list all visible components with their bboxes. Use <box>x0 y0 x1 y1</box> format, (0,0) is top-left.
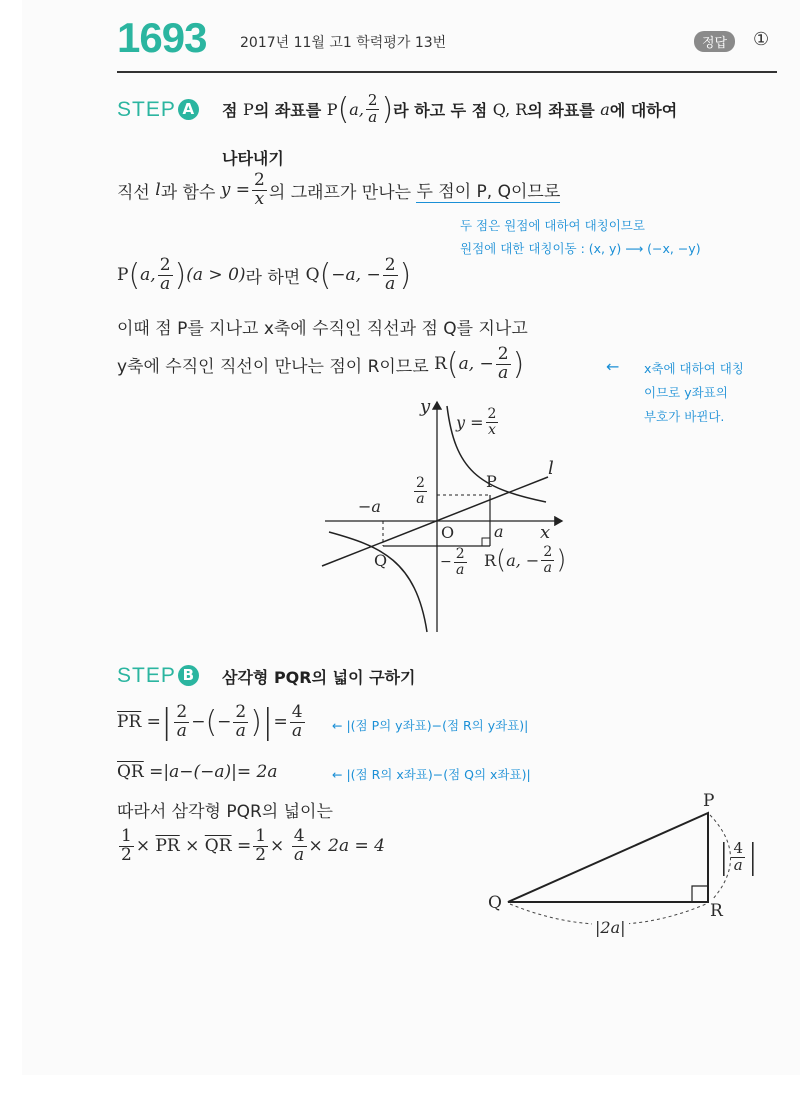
step-b-title: 삼각형 PQR의 넓이 구하기 <box>222 668 416 687</box>
text: 직선 <box>117 182 150 203</box>
answer-badge: 정답 <box>694 31 735 52</box>
note-reflect-3: 부호가 바뀐다. <box>644 409 725 424</box>
triangle-p-label: P <box>703 791 715 811</box>
text: $\overline{QR}$ <box>204 836 232 857</box>
frac-den: a <box>292 720 303 741</box>
problem-source: 2017년 11월 고1 학력평가 13번 <box>240 35 447 51</box>
frac-den: a <box>385 273 396 294</box>
text: a, <box>140 265 156 286</box>
text: × <box>185 836 200 857</box>
text: y = <box>220 180 251 201</box>
text: R <box>434 354 447 375</box>
text: 에 대하여 <box>609 101 678 120</box>
line-2: P ( a, $\frac{2}{a}$ ) (a > 0) 라 하면 Q ( −a, − $\frac{2}{a}$ ) <box>117 255 412 294</box>
frac-num: 1 <box>255 826 267 846</box>
note-symmetry-1: 두 점은 원점에 대하여 대칭이므로 <box>460 218 645 233</box>
text: 과 함수 <box>160 182 216 203</box>
underlined-text: 두 점이 P, Q이므로 <box>416 177 560 203</box>
frac-num: 2 <box>487 406 497 422</box>
text: $\overline{QR}$ <box>117 762 144 782</box>
frac-num: 4 <box>293 826 305 846</box>
graph-q-label: Q <box>374 551 388 570</box>
qr-note: ← |(점 R의 x좌표)−(점 Q의 x좌표)| <box>332 767 531 782</box>
graph-o-label: O <box>441 523 455 542</box>
graph-line-label: l <box>548 458 554 479</box>
pr-note: ← |(점 P의 y좌표)−(점 R의 y좌표)| <box>332 718 529 733</box>
frac-den: a <box>456 561 465 578</box>
frac-den: a <box>368 108 378 126</box>
text: P <box>117 265 129 286</box>
text: × <box>270 836 285 857</box>
text: (a > 0) <box>186 265 246 286</box>
frac-num: 2 <box>543 544 553 560</box>
pr-equation: $\overline{PR}$ = | $\frac{2}{a}$ − ( − $\frac{2}{a}$ ) | = $\frac{4}{a}$ <box>117 701 303 742</box>
text: Q, R <box>492 100 528 119</box>
graph-neg-a-label: −a <box>358 497 381 516</box>
frac-den: a <box>294 844 305 865</box>
step-b-badge: B <box>178 665 199 686</box>
problem-number: 1693 <box>117 14 207 61</box>
text: 의 그래프가 만나는 <box>268 182 412 203</box>
frac-num: 2 <box>416 475 425 491</box>
graph-p-label: P <box>486 472 497 491</box>
frac-num: 2 <box>455 546 465 562</box>
step-a-badge: A <box>178 99 199 120</box>
text: =|a−(−a)|= 2a <box>149 762 278 782</box>
frac-den: 2 <box>255 844 267 865</box>
frac-num: 2 <box>497 344 509 364</box>
step-a-title-line2: 나타내기 <box>222 149 284 168</box>
graph-a-label: a <box>494 522 504 541</box>
frac-den: a <box>498 362 509 383</box>
frac-num: 4 <box>291 701 303 722</box>
answer-value: ① <box>753 29 770 50</box>
text: − <box>217 712 232 732</box>
graph-r-label: R ( a, − $\frac{2}{a}$ ) <box>484 544 567 576</box>
frac-den: a <box>733 855 743 874</box>
text: 라 하면 <box>245 267 301 288</box>
text: R <box>484 550 497 570</box>
text: a, <box>349 100 364 119</box>
frac-num: 2 <box>235 701 247 722</box>
text: −a, − <box>331 265 381 286</box>
text: y = <box>456 412 484 432</box>
text: − <box>440 554 452 571</box>
text: 라 하고 두 점 <box>393 101 488 120</box>
triangle-side-pr: | $\frac{4}{a}$ | <box>718 837 759 877</box>
frac-den: a <box>543 559 552 576</box>
line-4: y축에 수직인 직선이 만나는 점이 R이므로 R ( a, − $\frac{2}{a}$ ) <box>117 344 525 383</box>
step-a-label: STEP <box>117 98 176 121</box>
text: a <box>600 100 610 119</box>
triangle-pqr <box>508 813 708 902</box>
step-b-label: STEP <box>117 664 176 687</box>
frac-den: x <box>488 421 496 438</box>
note-symmetry-2: 원점에 대한 대칭이동 : (x, y) ⟶ (−x, −y) <box>460 241 701 256</box>
frac-num: 1 <box>121 826 132 846</box>
graph-y-label: y <box>420 396 431 417</box>
text: = <box>273 712 288 732</box>
text: $\overline{PR}$ <box>155 836 180 857</box>
frac-num: 2 <box>159 255 171 275</box>
area-intro: 따라서 삼각형 PQR의 넓이는 <box>117 802 333 822</box>
frac-den: a <box>176 720 187 741</box>
frac-den: x <box>254 188 265 209</box>
line-3: 이때 점 P를 지나고 x축에 수직인 직선과 점 Q를 지나고 <box>117 319 528 339</box>
text: × 2a = 4 <box>308 836 385 857</box>
note-reflect-2: 이므로 y좌표의 <box>644 385 728 400</box>
text: × <box>135 836 151 857</box>
triangle-side-qr: |2a| <box>592 918 629 937</box>
frac-num: 2 <box>384 255 396 275</box>
frac-num: 2 <box>367 91 378 110</box>
note-reflect-1: x축에 대하여 대칭 <box>644 361 744 376</box>
frac-num: 4 <box>733 838 744 857</box>
triangle-r-label: R <box>710 901 723 921</box>
frac-den: 2 <box>121 844 132 865</box>
text: = <box>236 836 252 857</box>
text: P <box>243 100 254 119</box>
frac-den: a <box>160 273 171 294</box>
text: = <box>146 712 161 732</box>
note-arrow-icon: ← <box>606 357 620 376</box>
text: l <box>155 180 161 201</box>
text: − <box>191 712 206 732</box>
text: 2a <box>600 918 621 937</box>
frac-den: a <box>416 490 425 507</box>
text: P <box>326 100 338 119</box>
graph-x-label: x <box>540 522 551 543</box>
text: a, − <box>506 550 540 570</box>
step-a-title: 점 P 의 좌표를 P ( a, $\frac{2}{a}$ ) 라 하고 두 점 Q, R 의 좌표를 a 에 대하여 <box>222 91 678 127</box>
text: $\overline{PR}$ <box>117 712 142 732</box>
text: a, − <box>458 354 494 375</box>
text: 의 좌표를 <box>527 101 595 120</box>
triangle-q-label: Q <box>488 893 502 913</box>
triangle-right-angle <box>692 886 708 902</box>
text: Q <box>305 265 320 286</box>
text: 의 좌표를 <box>253 101 322 120</box>
frac-den: a <box>235 720 246 741</box>
frac-num: 2 <box>254 170 265 190</box>
text: y축에 수직인 직선이 만나는 점이 R이므로 <box>117 356 429 377</box>
frac-num: 2 <box>176 701 188 722</box>
text: 점 <box>222 101 238 120</box>
